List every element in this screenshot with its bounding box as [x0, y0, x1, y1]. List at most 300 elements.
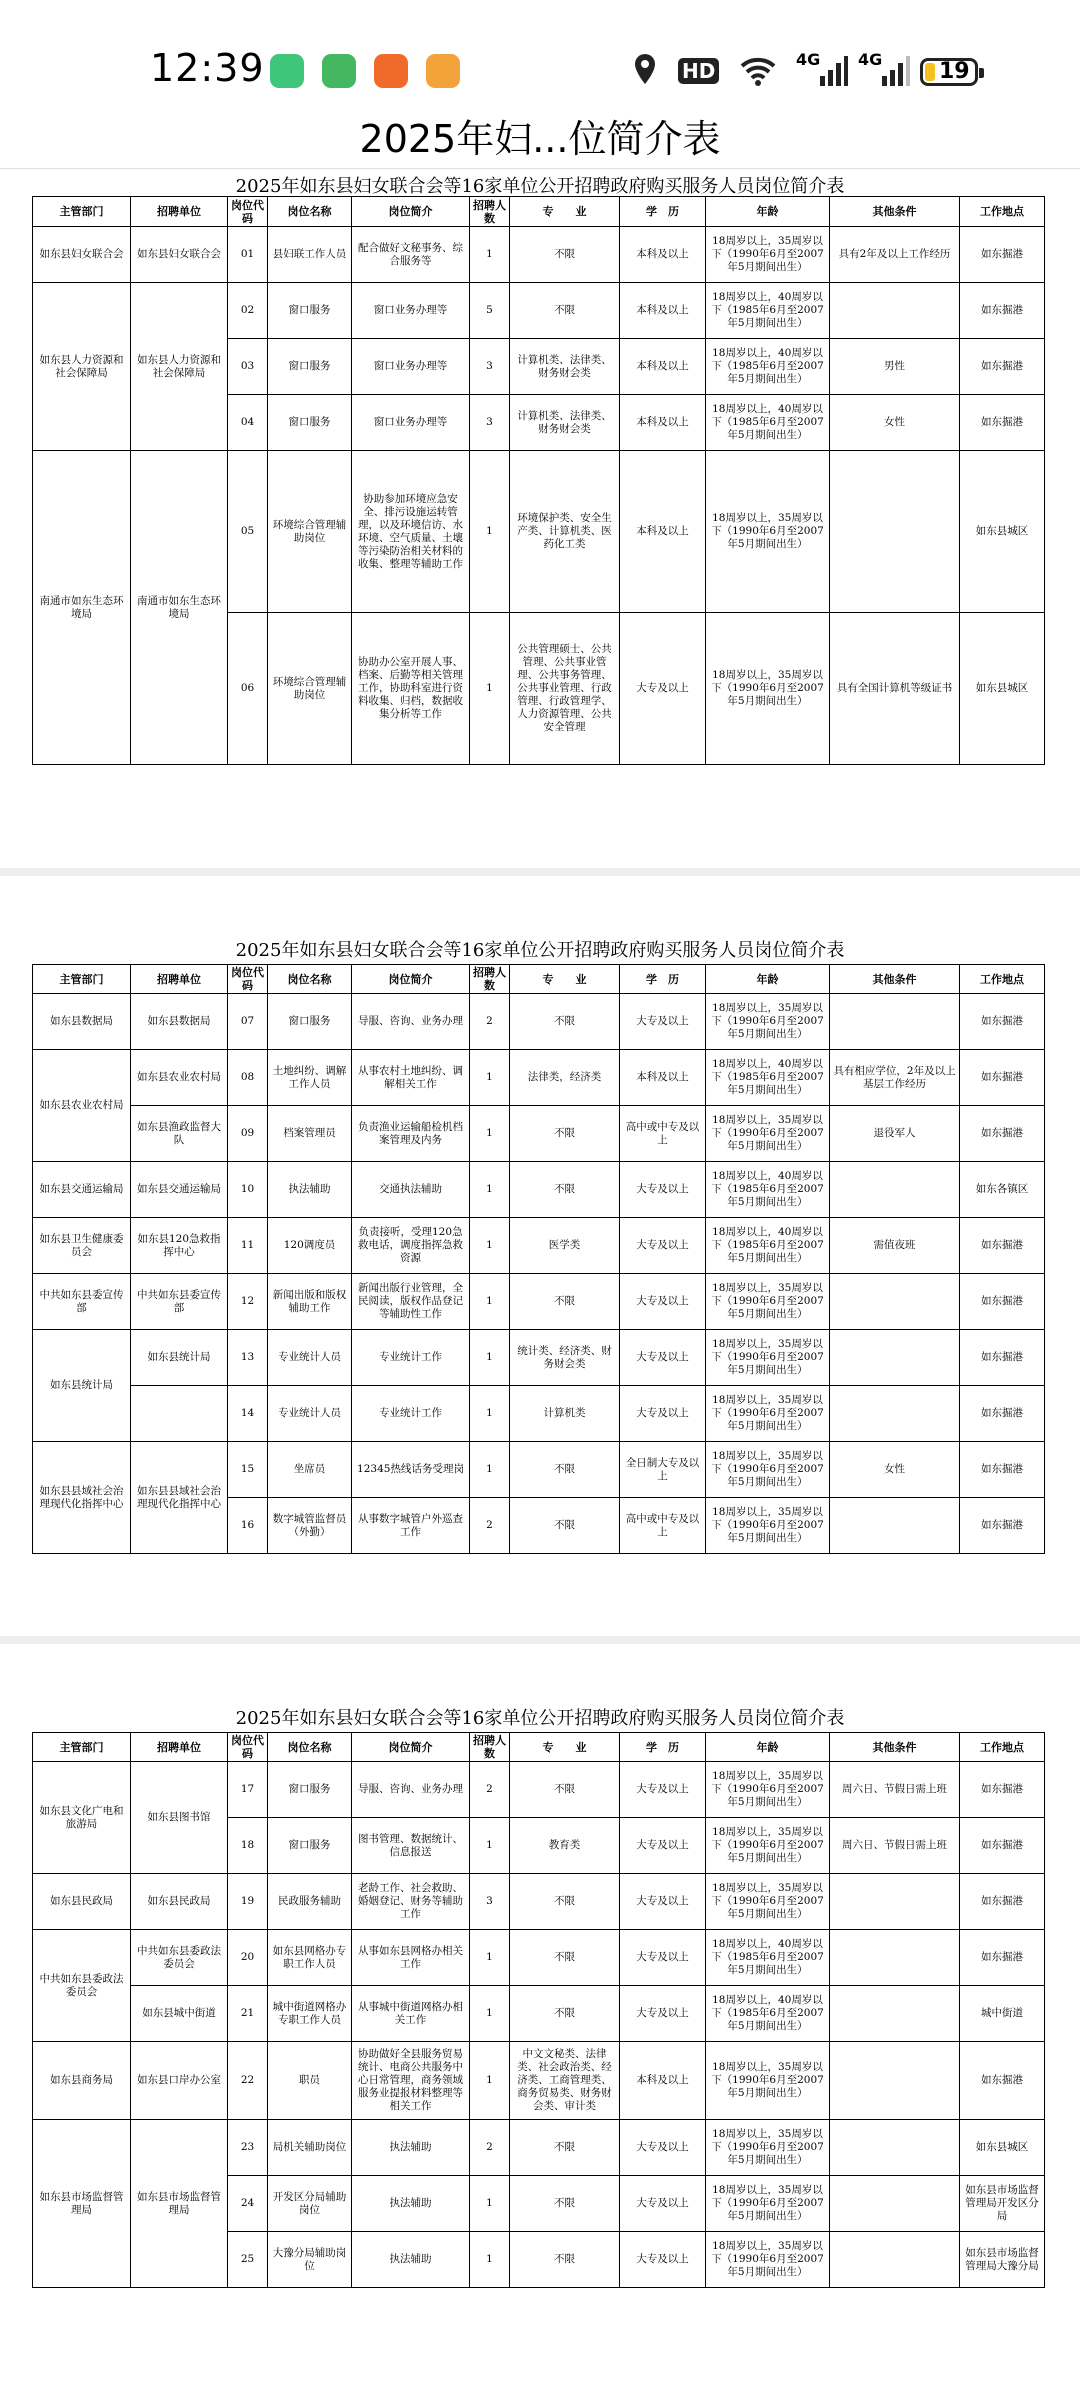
cell-other: 具有相应学位，2年及以上基层工作经历	[830, 1050, 960, 1106]
cell-other: 女性	[830, 395, 960, 451]
cell-loc: 如东掘港	[960, 1218, 1045, 1274]
cell-other	[830, 1874, 960, 1930]
cell-num: 1	[470, 1442, 510, 1498]
cell-loc: 如东掘港	[960, 1274, 1045, 1330]
cell-num: 1	[470, 1386, 510, 1442]
cell-loc: 如东掘港	[960, 1818, 1045, 1874]
header-cell: 学 历	[620, 197, 706, 227]
cell-age: 18周岁以上，40周岁以下（1985年6月至2007年5月期间出生）	[706, 339, 830, 395]
cell-num: 3	[470, 1874, 510, 1930]
cell-other	[830, 451, 960, 613]
job-table	[32, 196, 1045, 765]
cell-desc: 协助办公室开展人事、档案、后勤等相关管理工作，协助科室进行资料收集、归档，数据收集分析等工作	[352, 613, 470, 765]
page-separator	[0, 868, 1080, 876]
cell-num: 1	[470, 1162, 510, 1218]
cell-desc: 从事数字城管户外巡查工作	[352, 1498, 470, 1554]
cell-dept: 如东县文化广电和旅游局	[33, 1762, 131, 1874]
cell-age: 18周岁以上，35周岁以下（1990年6月至2007年5月期间出生）	[706, 1874, 830, 1930]
cell-code: 17	[228, 1762, 268, 1818]
cell-desc: 12345热线话务受理岗	[352, 1442, 470, 1498]
battery-indicator	[920, 58, 978, 86]
header-cell: 其他条件	[830, 965, 960, 994]
cell-other: 周六日、节假日需上班	[830, 1818, 960, 1874]
cell-age: 18周岁以上，35周岁以下（1990年6月至2007年5月期间出生）	[706, 451, 830, 613]
cell-dept: 如东县统计局	[33, 1330, 131, 1442]
cell-code: 16	[228, 1498, 268, 1554]
cell-num: 1	[470, 2042, 510, 2120]
cell-desc: 执法辅助	[352, 2232, 470, 2288]
cell-age: 18周岁以上，40周岁以下（1985年6月至2007年5月期间出生）	[706, 1218, 830, 1274]
cell-major: 不限	[510, 1930, 620, 1986]
cell-other: 退役军人	[830, 1106, 960, 1162]
cell-desc: 专业统计工作	[352, 1330, 470, 1386]
cell-unit: 南通市如东生态环境局	[131, 451, 228, 765]
header-cell: 年龄	[706, 965, 830, 994]
cell-major: 法律类，经济类	[510, 1050, 620, 1106]
cell-unit: 如东县城中街道	[131, 1986, 228, 2042]
cell-loc: 如东县城区	[960, 451, 1045, 613]
cell-edu: 高中或中专及以上	[620, 1498, 706, 1554]
cell-age: 18周岁以上，35周岁以下（1990年6月至2007年5月期间出生）	[706, 1762, 830, 1818]
cell-pos: 窗口服务	[268, 395, 352, 451]
cell-code: 10	[228, 1162, 268, 1218]
cell-edu: 大专及以上	[620, 1818, 706, 1874]
cell-code: 22	[228, 2042, 268, 2120]
cell-major: 不限	[510, 1162, 620, 1218]
cell-unit: 如东县民政局	[131, 1874, 228, 1930]
cell-edu: 大专及以上	[620, 1274, 706, 1330]
cell-edu: 本科及以上	[620, 451, 706, 613]
header-cell: 岗位名称	[268, 965, 352, 994]
header-cell: 专 业	[510, 1733, 620, 1762]
cell-pos: 120调度员	[268, 1218, 352, 1274]
cell-other: 需值夜班	[830, 1218, 960, 1274]
cell-dept: 如东县民政局	[33, 1874, 131, 1930]
header-cell: 岗位名称	[268, 1733, 352, 1762]
cell-pos: 新闻出版和版权辅助工作	[268, 1274, 352, 1330]
cell-age: 18周岁以上，35周岁以下（1990年6月至2007年5月期间出生）	[706, 1442, 830, 1498]
document-title-bar: 2025年妇...位简介表	[359, 117, 721, 161]
cell-loc: 如东掘港	[960, 339, 1045, 395]
cell-other	[830, 1930, 960, 1986]
cell-major: 不限	[510, 2120, 620, 2176]
cell-loc: 如东掘港	[960, 1050, 1045, 1106]
cell-age: 18周岁以上，40周岁以下（1985年6月至2007年5月期间出生）	[706, 1050, 830, 1106]
signal-2-icon	[880, 50, 910, 90]
table-row	[33, 2042, 1045, 2120]
cell-pos: 民政服务辅助	[268, 1874, 352, 1930]
cell-desc: 导服、咨询、业务办理	[352, 1762, 470, 1818]
header-cell: 岗位简介	[352, 1733, 470, 1762]
title-divider	[0, 168, 1080, 169]
cell-code: 01	[228, 227, 268, 283]
cell-major: 不限	[510, 283, 620, 339]
table-row	[33, 1762, 1045, 1818]
cell-unit: 如东县数据局	[131, 994, 228, 1050]
cell-num: 1	[470, 1218, 510, 1274]
table-row	[33, 1442, 1045, 1498]
header-cell: 招聘单位	[131, 197, 228, 227]
cell-code: 19	[228, 1874, 268, 1930]
cell-edu: 本科及以上	[620, 2042, 706, 2120]
cell-code: 21	[228, 1986, 268, 2042]
cell-edu: 大专及以上	[620, 613, 706, 765]
cell-code: 20	[228, 1930, 268, 1986]
page-title: 2025年如东县妇女联合会等16家单位公开招聘政府购买服务人员岗位简介表	[235, 1708, 845, 1729]
cell-num: 2	[470, 1762, 510, 1818]
table-body	[33, 994, 1045, 1554]
header-cell: 年龄	[706, 1733, 830, 1762]
job-table	[32, 964, 1045, 1554]
cell-code: 25	[228, 2232, 268, 2288]
cell-dept: 如东县市场监督管理局	[33, 2120, 131, 2288]
table-row	[33, 1162, 1045, 1218]
cell-major: 环境保护类、安全生产类、计算机类、医药化工类	[510, 451, 620, 613]
header-cell: 招聘人数	[470, 1733, 510, 1762]
cell-pos: 职员	[268, 2042, 352, 2120]
cell-major: 不限	[510, 1762, 620, 1818]
cell-loc: 如东各镇区	[960, 1162, 1045, 1218]
cell-code: 02	[228, 283, 268, 339]
cell-major: 不限	[510, 994, 620, 1050]
cell-num: 2	[470, 994, 510, 1050]
cell-pos: 开发区分局辅助岗位	[268, 2176, 352, 2232]
cell-pos: 环境综合管理辅助岗位	[268, 451, 352, 613]
cell-num: 1	[470, 2232, 510, 2288]
cell-num: 2	[470, 2120, 510, 2176]
battery-app-icon	[270, 54, 304, 88]
cell-major: 医学类	[510, 1218, 620, 1274]
cell-loc: 如东掘港	[960, 1330, 1045, 1386]
cell-other: 周六日、节假日需上班	[830, 1762, 960, 1818]
cell-age: 18周岁以上，35周岁以下（1990年6月至2007年5月期间出生）	[706, 2120, 830, 2176]
table-row	[33, 1330, 1045, 1386]
cell-num: 3	[470, 395, 510, 451]
cell-edu: 本科及以上	[620, 283, 706, 339]
header-cell: 岗位代码	[228, 965, 268, 994]
header-cell: 招聘单位	[131, 965, 228, 994]
cell-num: 1	[470, 1274, 510, 1330]
cell-dept: 中共如东县委宣传部	[33, 1274, 131, 1330]
cell-code: 13	[228, 1330, 268, 1386]
cell-pos: 档案管理员	[268, 1106, 352, 1162]
cell-desc: 导服、咨询、业务办理	[352, 994, 470, 1050]
page-title: 2025年如东县妇女联合会等16家单位公开招聘政府购买服务人员岗位简介表	[235, 176, 845, 197]
cell-other	[830, 283, 960, 339]
cell-edu: 大专及以上	[620, 1218, 706, 1274]
cell-num: 1	[470, 1106, 510, 1162]
cell-major: 不限	[510, 1442, 620, 1498]
cell-age: 18周岁以上，40周岁以下（1985年6月至2007年5月期间出生）	[706, 395, 830, 451]
header-cell: 专 业	[510, 197, 620, 227]
table-row	[33, 994, 1045, 1050]
cell-edu: 大专及以上	[620, 2120, 706, 2176]
cell-major: 教育类	[510, 1818, 620, 1874]
cell-major: 不限	[510, 2176, 620, 2232]
cell-age: 18周岁以上，35周岁以下（1990年6月至2007年5月期间出生）	[706, 1498, 830, 1554]
cell-dept: 如东县县域社会治理现代化指挥中心	[33, 1442, 131, 1554]
cell-code: 08	[228, 1050, 268, 1106]
cell-edu: 高中或中专及以上	[620, 1106, 706, 1162]
table-body	[33, 227, 1045, 765]
header-cell: 专 业	[510, 965, 620, 994]
cell-other: 男性	[830, 339, 960, 395]
cell-edu: 本科及以上	[620, 227, 706, 283]
table-row	[33, 1874, 1045, 1930]
cell-num: 1	[470, 613, 510, 765]
cell-unit: 如东县交通运输局	[131, 1162, 228, 1218]
cell-age: 18周岁以上，40周岁以下（1985年6月至2007年5月期间出生）	[706, 283, 830, 339]
cell-major: 计算机类、法律类、财务财会类	[510, 395, 620, 451]
table-header-row	[33, 965, 1045, 994]
cell-unit: 中共如东县委宣传部	[131, 1274, 228, 1330]
cell-num: 1	[470, 1818, 510, 1874]
cell-major: 统计类、经济类、财务财会类	[510, 1330, 620, 1386]
cell-age: 18周岁以上，35周岁以下（1990年6月至2007年5月期间出生）	[706, 613, 830, 765]
cell-other: 具有2年及以上工作经历	[830, 227, 960, 283]
cell-other	[830, 2176, 960, 2232]
cell-other: 具有全国计算机等级证书	[830, 613, 960, 765]
cell-unit: 中共如东县委政法委员会	[131, 1930, 228, 1986]
header-cell: 岗位简介	[352, 965, 470, 994]
cell-major: 计算机类、法律类、财务财会类	[510, 339, 620, 395]
cell-unit: 如东县人力资源和社会保障局	[131, 283, 228, 451]
table-row	[33, 1050, 1045, 1106]
cell-dept: 如东县人力资源和社会保障局	[33, 283, 131, 451]
header-cell: 招聘人数	[470, 965, 510, 994]
header-cell: 学 历	[620, 965, 706, 994]
cell-loc: 如东掘港	[960, 283, 1045, 339]
table-row	[33, 1218, 1045, 1274]
cell-loc: 如东掘港	[960, 994, 1045, 1050]
cell-pos: 土地纠纷、调解工作人员	[268, 1050, 352, 1106]
cell-desc: 新闻出版行业管理，全民阅读，版权作品登记等辅助性工作	[352, 1274, 470, 1330]
cell-desc: 老龄工作、社会救助、婚姻登记、财务等辅助工作	[352, 1874, 470, 1930]
cell-major: 计算机类	[510, 1386, 620, 1442]
cell-edu: 大专及以上	[620, 994, 706, 1050]
cell-num: 1	[470, 227, 510, 283]
table-row	[33, 451, 1045, 613]
cell-age: 18周岁以上，35周岁以下（1990年6月至2007年5月期间出生）	[706, 2176, 830, 2232]
cell-num: 1	[470, 1986, 510, 2042]
cell-other	[830, 1162, 960, 1218]
cell-other	[830, 1274, 960, 1330]
table-row	[33, 1930, 1045, 1986]
cell-num: 1	[470, 1050, 510, 1106]
cell-major: 不限	[510, 227, 620, 283]
cell-pos: 局机关辅助岗位	[268, 2120, 352, 2176]
cell-edu: 本科及以上	[620, 339, 706, 395]
table-row	[33, 1106, 1045, 1162]
cell-edu: 本科及以上	[620, 1050, 706, 1106]
cell-major: 不限	[510, 1274, 620, 1330]
cell-unit	[131, 1386, 228, 1442]
cell-code: 11	[228, 1218, 268, 1274]
cell-dept: 如东县数据局	[33, 994, 131, 1050]
cell-code: 04	[228, 395, 268, 451]
cell-pos: 环境综合管理辅助岗位	[268, 613, 352, 765]
cell-age: 18周岁以上，35周岁以下（1990年6月至2007年5月期间出生）	[706, 1106, 830, 1162]
cell-edu: 大专及以上	[620, 1330, 706, 1386]
cell-dept: 如东县商务局	[33, 2042, 131, 2120]
cell-num: 1	[470, 2176, 510, 2232]
cell-pos: 县妇联工作人员	[268, 227, 352, 283]
cell-unit: 如东县县域社会治理现代化指挥中心	[131, 1442, 228, 1554]
cell-code: 09	[228, 1106, 268, 1162]
header-cell: 工作地点	[960, 197, 1045, 227]
cell-major: 不限	[510, 1986, 620, 2042]
cell-pos: 大豫分局辅助岗位	[268, 2232, 352, 2288]
cell-code: 24	[228, 2176, 268, 2232]
header-cell: 主管部门	[33, 197, 131, 227]
cell-loc: 如东掘港	[960, 1498, 1045, 1554]
job-table	[32, 1732, 1045, 2288]
location-icon	[630, 50, 660, 90]
cell-num: 1	[470, 1930, 510, 1986]
header-cell: 岗位代码	[228, 1733, 268, 1762]
cell-desc: 执法辅助	[352, 2120, 470, 2176]
cell-age: 18周岁以上，35周岁以下（1990年6月至2007年5月期间出生）	[706, 2042, 830, 2120]
cell-edu: 大专及以上	[620, 1762, 706, 1818]
table-header-row	[33, 1733, 1045, 1762]
cell-desc: 从事农村土地纠纷、调解相关工作	[352, 1050, 470, 1106]
cell-age: 18周岁以上，35周岁以下（1990年6月至2007年5月期间出生）	[706, 1386, 830, 1442]
signal-1-icon	[818, 50, 848, 90]
cell-desc: 负责渔业运输船检机档案管理及内务	[352, 1106, 470, 1162]
header-cell: 工作地点	[960, 965, 1045, 994]
cell-other	[830, 1986, 960, 2042]
cell-loc: 如东掘港	[960, 1386, 1045, 1442]
cell-unit: 如东县120急救指挥中心	[131, 1218, 228, 1274]
cell-dept: 如东县交通运输局	[33, 1162, 131, 1218]
table-body	[33, 1762, 1045, 2288]
cell-edu: 大专及以上	[620, 1386, 706, 1442]
header-cell: 年龄	[706, 197, 830, 227]
cell-num: 2	[470, 1498, 510, 1554]
cell-dept: 中共如东县委政法委员会	[33, 1930, 131, 2042]
cell-desc: 负责接听，受理120急救电话，调度指挥急救资源	[352, 1218, 470, 1274]
cell-major: 中文文秘类、法律类、社会政治类、经济类、工商管理类、商务贸易类、财务财会类、审计类	[510, 2042, 620, 2120]
table-row	[33, 227, 1045, 283]
cell-dept: 如东县妇女联合会	[33, 227, 131, 283]
cell-age: 18周岁以上，35周岁以下（1990年6月至2007年5月期间出生）	[706, 1274, 830, 1330]
cell-pos: 窗口服务	[268, 283, 352, 339]
cell-pos: 数字城管监督员（外勤）	[268, 1498, 352, 1554]
page-title: 2025年如东县妇女联合会等16家单位公开招聘政府购买服务人员岗位简介表	[235, 940, 845, 961]
header-cell: 主管部门	[33, 965, 131, 994]
cell-loc: 如东县市场监督管理局大豫分局	[960, 2232, 1045, 2288]
cell-code: 12	[228, 1274, 268, 1330]
signal-2-label: 4G	[858, 50, 883, 69]
cell-major: 不限	[510, 2232, 620, 2288]
cell-code: 15	[228, 1442, 268, 1498]
cell-age: 18周岁以上，40周岁以下（1985年6月至2007年5月期间出生）	[706, 1930, 830, 1986]
cell-unit: 如东县渔政监督大队	[131, 1106, 228, 1162]
cell-loc: 如东县城区	[960, 2120, 1045, 2176]
cell-num: 1	[470, 451, 510, 613]
clock: 12:39	[150, 46, 265, 90]
cell-loc: 如东县市场监督管理局开发区分局	[960, 2176, 1045, 2232]
cell-edu: 大专及以上	[620, 1162, 706, 1218]
cell-edu: 全日制大专及以上	[620, 1442, 706, 1498]
cell-loc: 如东掘港	[960, 1874, 1045, 1930]
cell-desc: 协助参加环境应急安全、排污设施运转管理，以及环境信访、水环境、空气质量、土壤等污染防治相关材料的收集、整理等辅助工作	[352, 451, 470, 613]
cell-age: 18周岁以上，40周岁以下（1985年6月至2007年5月期间出生）	[706, 1986, 830, 2042]
cell-unit: 如东县图书馆	[131, 1762, 228, 1874]
cell-age: 18周岁以上，35周岁以下（1990年6月至2007年5月期间出生）	[706, 2232, 830, 2288]
cell-other	[830, 1386, 960, 1442]
table-row	[33, 1274, 1045, 1330]
hd-badge: HD	[678, 58, 719, 84]
table-header-row	[33, 197, 1045, 227]
cell-pos: 窗口服务	[268, 339, 352, 395]
wallet-app-icon	[426, 54, 460, 88]
cell-other	[830, 2120, 960, 2176]
cell-loc: 如东掘港	[960, 1442, 1045, 1498]
message-app-icon	[322, 54, 356, 88]
cell-code: 14	[228, 1386, 268, 1442]
cell-desc: 窗口业务办理等	[352, 339, 470, 395]
cell-code: 03	[228, 339, 268, 395]
cell-desc: 从事如东县网格办相关工作	[352, 1930, 470, 1986]
header-cell: 其他条件	[830, 1733, 960, 1762]
cell-pos: 执法辅助	[268, 1162, 352, 1218]
cell-desc: 专业统计工作	[352, 1386, 470, 1442]
battery-level: 19	[939, 59, 970, 84]
cell-edu: 大专及以上	[620, 1930, 706, 1986]
cell-pos: 专业统计人员	[268, 1330, 352, 1386]
cell-dept: 如东县农业农村局	[33, 1050, 131, 1162]
cell-desc: 从事城中街道网格办相关工作	[352, 1986, 470, 2042]
cell-code: 06	[228, 613, 268, 765]
cell-desc: 图书管理、数据统计、信息报送	[352, 1818, 470, 1874]
cell-other: 女性	[830, 1442, 960, 1498]
cell-unit: 如东县妇女联合会	[131, 227, 228, 283]
cell-age: 18周岁以上，35周岁以下（1990年6月至2007年5月期间出生）	[706, 1818, 830, 1874]
cell-age: 18周岁以上，35周岁以下（1990年6月至2007年5月期间出生）	[706, 994, 830, 1050]
cell-other	[830, 2042, 960, 2120]
cell-desc: 执法辅助	[352, 2176, 470, 2232]
cell-loc: 如东掘港	[960, 2042, 1045, 2120]
cell-pos: 专业统计人员	[268, 1386, 352, 1442]
cell-num: 1	[470, 1330, 510, 1386]
cell-code: 05	[228, 451, 268, 613]
cell-num: 5	[470, 283, 510, 339]
cell-major: 不限	[510, 1874, 620, 1930]
table-row	[33, 1986, 1045, 2042]
cell-major: 公共管理硕士、公共管理、公共事业管理、公共事务管理、公共事业管理、行政管理、行政管理学、人力资源管理、公共安全管理	[510, 613, 620, 765]
cell-code: 18	[228, 1818, 268, 1874]
cell-loc: 如东掘港	[960, 1930, 1045, 1986]
cell-loc: 如东掘港	[960, 1106, 1045, 1162]
wifi-icon	[738, 50, 778, 90]
cell-major: 不限	[510, 1498, 620, 1554]
cell-pos: 坐席员	[268, 1442, 352, 1498]
table-row	[33, 283, 1045, 339]
cell-unit: 如东县口岸办公室	[131, 2042, 228, 2120]
table-row	[33, 1386, 1045, 1442]
cell-code: 07	[228, 994, 268, 1050]
cell-major: 不限	[510, 1106, 620, 1162]
table-row	[33, 2120, 1045, 2176]
cell-code: 23	[228, 2120, 268, 2176]
header-cell: 招聘人数	[470, 197, 510, 227]
cell-unit: 如东县市场监督管理局	[131, 2120, 228, 2288]
cell-other	[830, 994, 960, 1050]
page-separator	[0, 1636, 1080, 1644]
signal-1-label: 4G	[796, 50, 821, 69]
header-cell: 岗位简介	[352, 197, 470, 227]
